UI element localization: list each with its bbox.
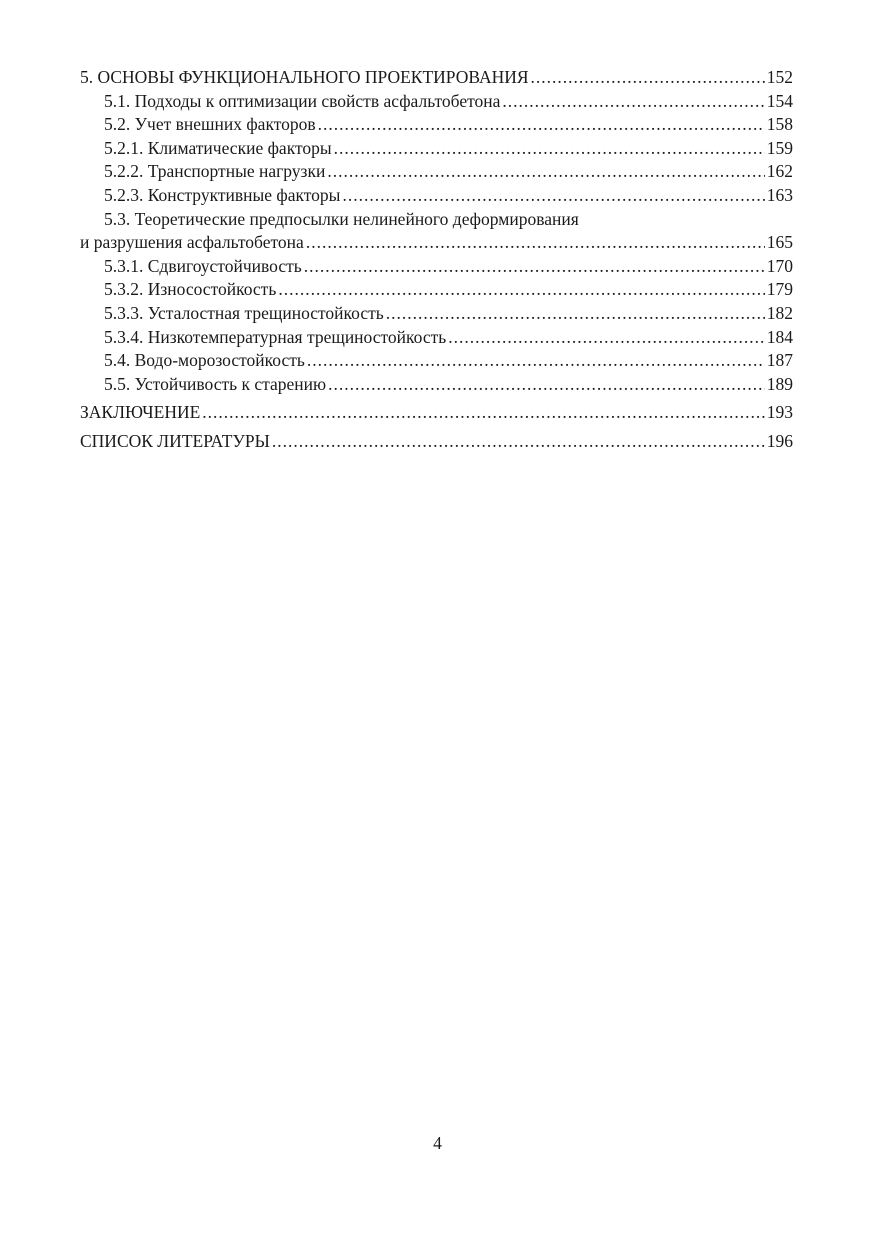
toc-entry-5-3-2[interactable] <box>80 278 793 302</box>
toc-leader-dots <box>318 113 765 137</box>
toc-leader-dots <box>386 302 765 326</box>
toc-entry-page: 158 <box>766 114 793 135</box>
toc-leader-dots <box>306 231 765 255</box>
toc-entry-title: 5.5. Устойчивость к старению <box>104 373 327 394</box>
toc-entry-page: 163 <box>766 184 793 205</box>
toc-entry-title: 5.2.1. Климатические факторы <box>104 137 332 158</box>
toc-entry-title: 5.3.4. Низкотемпературная трещиностойкость <box>104 326 447 347</box>
toc-entry-page: 182 <box>766 302 793 323</box>
toc-entry-5-3-3[interactable] <box>80 302 793 326</box>
toc-entry-5-4[interactable] <box>80 349 793 373</box>
toc-entry-title: СПИСОК ЛИТЕРАТУРЫ <box>80 430 270 451</box>
toc-entry-page: 187 <box>766 350 793 371</box>
toc-leader-dots <box>278 278 764 302</box>
toc-entry-page: 154 <box>766 90 793 111</box>
toc-entry-title: ЗАКЛЮЧЕНИЕ <box>80 402 201 423</box>
toc-entry-5-3[interactable] <box>80 231 793 255</box>
toc-leader-dots <box>304 255 765 279</box>
toc-leader-dots <box>334 137 765 161</box>
toc-entry-page: 162 <box>766 161 793 182</box>
toc-leader-dots <box>502 90 764 114</box>
toc-entry-page: 193 <box>766 402 793 423</box>
toc-entry-title: 5.3.1. Сдвигоустойчивость <box>104 255 302 276</box>
toc-entry-page: 152 <box>766 67 793 87</box>
toc-leader-dots <box>307 349 765 373</box>
toc-entry-5-1[interactable] <box>80 90 793 114</box>
toc-entry-title: 5.3.3. Усталостная трещиностойкость <box>104 302 384 323</box>
toc-entry-5-2-3[interactable] <box>80 184 793 208</box>
toc-entry-page: 196 <box>766 430 793 451</box>
toc-entry-title: 5.3.2. Износостойкость <box>104 279 277 300</box>
toc-entry-page: 159 <box>766 137 793 158</box>
toc-entry-5-2-2[interactable] <box>80 160 793 184</box>
toc-entry-5-5[interactable] <box>80 373 793 397</box>
toc-entry-title: 5.2.3. Конструктивные факторы <box>104 184 341 205</box>
table-of-contents <box>80 66 793 454</box>
toc-entry-title: 5. ОСНОВЫ ФУНКЦИОНАЛЬНОГО ПРОЕКТИРОВАНИЯ <box>80 67 529 87</box>
toc-entry-5-3-4[interactable] <box>80 326 793 350</box>
toc-entry-5-2-1[interactable] <box>80 137 793 161</box>
toc-entry-title: 5.1. Подходы к оптимизации свойств асфальтобетона <box>104 90 501 111</box>
toc-entry-title: и разрушения асфальтобетона <box>80 232 304 253</box>
toc-leader-dots <box>272 430 765 454</box>
toc-leader-dots <box>342 184 764 208</box>
toc-entry-references[interactable] <box>80 430 793 454</box>
page-number: 4 <box>433 1133 442 1153</box>
toc-entry-title: 5.2. Учет внешних факторов <box>104 114 316 135</box>
toc-leader-dots <box>328 373 765 397</box>
toc-entry-page: 170 <box>766 255 793 276</box>
toc-entry-title: 5.2.2. Транспортные нагрузки <box>104 161 326 182</box>
toc-entry-page: 179 <box>766 279 793 300</box>
toc-entry-conclusion[interactable] <box>80 401 793 425</box>
toc-entry-title: 5.4. Водо-морозостойкость <box>104 350 305 371</box>
toc-leader-dots <box>202 401 764 425</box>
toc-entry-page: 184 <box>766 326 793 347</box>
toc-leader-dots <box>327 160 764 184</box>
toc-entry-5-2[interactable] <box>80 113 793 137</box>
toc-leader-dots <box>448 326 765 350</box>
toc-leader-dots <box>531 66 765 90</box>
toc-entry-5-3-first-line[interactable]: 5.3. Теоретические предпосылки нелинейного деформирования <box>104 208 579 229</box>
toc-entry-chapter-5[interactable] <box>80 66 793 90</box>
toc-entry-5-3-1[interactable] <box>80 255 793 279</box>
toc-entry-page: 189 <box>766 373 793 394</box>
toc-entry-page: 165 <box>766 232 793 253</box>
